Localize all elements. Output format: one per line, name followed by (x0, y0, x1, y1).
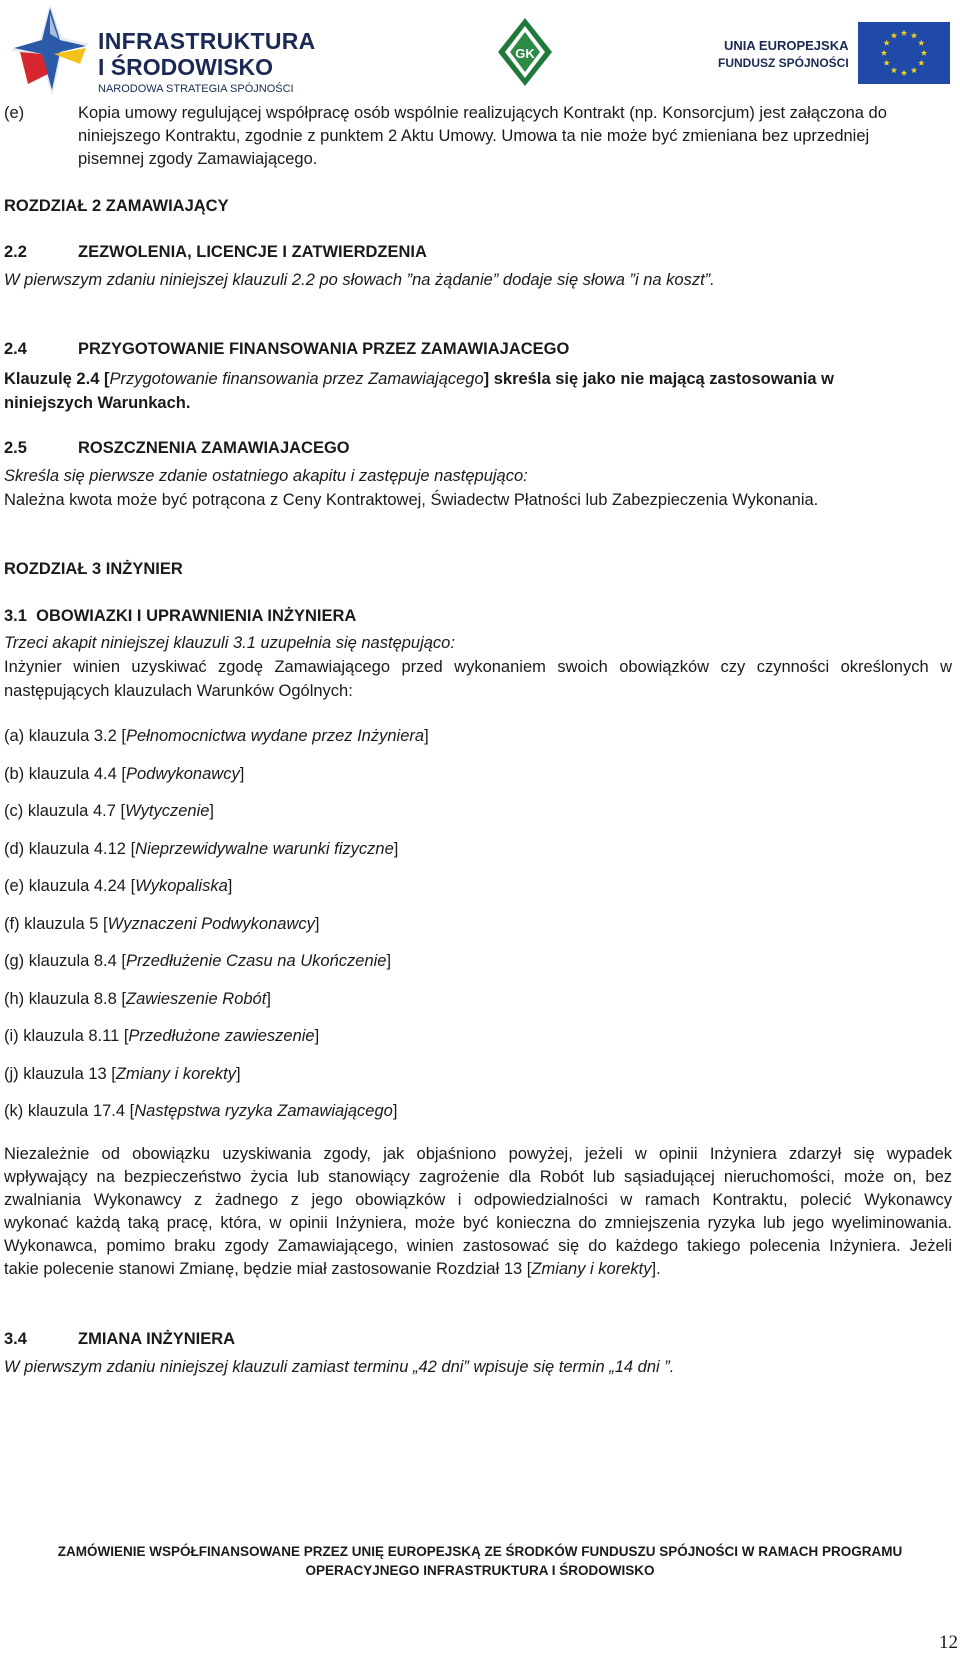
section-2-4-text-a: Klauzulę 2.4 [ (4, 370, 110, 388)
section-2-4-heading (4, 337, 952, 361)
clause-list-item (4, 874, 952, 898)
clause-reference: (f) klauzula 5 [ (4, 914, 108, 933)
clause-title: Zmiany i korekty (115, 1064, 236, 1083)
infrastruktura-srodowisko-logo (10, 4, 330, 96)
section-2-4-number: 2.4 (4, 340, 27, 358)
clause-reference: (d) klauzula 4.12 [ (4, 839, 136, 858)
paragraph-line: zwalniania Wykonawcy z żadnego z jego obowiązków i odpowiedzialności w ramach Kontraktu, polecić Wykonawcy (4, 1191, 952, 1209)
section-3-1-text-2: następujących klauzulach Warunków Ogólnych: (4, 682, 353, 700)
page-number: 12 (939, 1632, 958, 1653)
clause-list-item (4, 762, 952, 786)
section-3-1-heading (4, 604, 952, 628)
clause-list-item (4, 912, 952, 936)
section-3-1-text-1: Inżynier winien uzyskiwać zgodę Zamawiającego przed wykonaniem swoich obowiązków czy czynności określonych w (4, 658, 952, 676)
paragraph-line: Wykonawca, pomimo braku zgody Zamawiającego, winien zastosować się do każdego takiego polecenia Inżyniera. Jeżeli (4, 1237, 952, 1255)
section-3-4-text: W pierwszym zdaniu niniejszej klauzuli zamiast terminu „42 dni” wpisuje się termin „14 dni ”. (4, 1358, 675, 1376)
section-3-1-title: OBOWIAZKI I UPRAWNIENIA INŻYNIERA (36, 607, 357, 625)
section-3-1-intro: Trzeci akapit niniejszej klauzuli 3.1 uzupełnia się następująco: (4, 634, 455, 652)
clause-reference: (g) klauzula 8.4 [ (4, 952, 126, 970)
item-e-text-2: niniejszego Kontraktu, zgodnie z punktem 2 Aktu Umowy. Umowa ta nie może być zmieniana bez uprzedniej (78, 127, 870, 145)
eu-flag-icon (858, 22, 950, 84)
section-2-5-text-1: Skreśla się pierwsze zdanie ostatniego akapitu i zastępuje następująco: (4, 467, 528, 485)
clause-bracket: ] (236, 1064, 241, 1083)
section-2-2-number: 2.2 (4, 243, 27, 261)
paragraph-last-italic: Zmiany i korekty (531, 1260, 652, 1278)
item-e-text-3: pisemnej zgody Zamawiającego. (78, 150, 318, 168)
clause-list-item (4, 1099, 952, 1123)
clause-bracket: ] (386, 952, 392, 970)
clause-bracket: ] (227, 877, 233, 895)
clause-bracket: ] (266, 989, 271, 1008)
eu-cohesion-fund-logo (718, 22, 950, 84)
clause-bracket: ] (314, 1027, 320, 1045)
clause-bracket: ] (314, 914, 320, 933)
paragraph-line: Niezależnie od obowiązku uzyskiwania zgody, jak objaśniono powyżej, jeżeli w opinii Inżyniera zdarzył się wypadek (4, 1145, 952, 1163)
clause-list-item (4, 987, 952, 1011)
clause-list-item (4, 1024, 952, 1048)
clause-reference: (h) klauzula 8.8 [ (4, 989, 126, 1008)
paragraph-last-text: takie polecenie stanowi Zmianę, będzie miał zastosowanie Rozdział 13 [ (4, 1260, 532, 1278)
section-2-2-heading (4, 240, 952, 264)
section-2-4-text-c: ] skreśla się jako nie mającą zastosowania w (483, 370, 834, 388)
clause-reference: (i) klauzula 8.11 [ (4, 1027, 129, 1045)
clause-title: Następstwa ryzyka Zamawiającego (134, 1102, 393, 1120)
section-3-4-number: 3.4 (4, 1330, 27, 1348)
clause-bracket: ] (393, 839, 399, 858)
logo-title-line-1: INFRASTRUKTURA (98, 28, 316, 54)
clause-bracket: ] (239, 764, 245, 783)
item-e-text-1: Kopia umowy regulującej współpracę osób wspólnie realizujących Kontrakt (np. Konsorcjum) jest załączona do (78, 104, 887, 122)
chapter-3-heading: ROZDZIAŁ 3 INŻYNIER (4, 560, 183, 578)
clause-title: Przedłużone zawieszenie (128, 1027, 315, 1045)
clause-bracket: ] (424, 727, 429, 745)
clause-reference: (k) klauzula 17.4 [ (4, 1102, 135, 1120)
chapter-2-heading: ROZDZIAŁ 2 ZAMAWIAJĄCY (4, 197, 229, 215)
clause-title: Podwykonawcy (125, 764, 240, 783)
section-2-5-number: 2.5 (4, 439, 27, 457)
section-3-4-title: ZMIANA INŻYNIERA (78, 1330, 236, 1348)
clause-list-item (4, 724, 952, 748)
clause-title: Pełnomocnictwa wydane przez Inżyniera (125, 727, 425, 745)
section-2-5-text-2: Należna kwota może być potrącona z Ceny Kontraktowej, Świadectw Płatności lub Zabezpieczenia Wykonania. (4, 491, 819, 509)
clause-reference: (a) klauzula 3.2 [ (4, 727, 126, 745)
gk-letters: GK (515, 46, 535, 61)
section-3-4-heading (4, 1327, 952, 1351)
section-2-4-text-2: niniejszych Warunkach. (4, 394, 191, 412)
clause-title: Wytyczenie (125, 802, 210, 820)
paragraph-line: wykonać każdą taką pracę, która, w opinii Inżyniera, może być konieczna do zmniejszenia ryzyka lub jego wyeliminowania. (4, 1214, 952, 1232)
item-e-line-1 (4, 101, 952, 125)
clause-list-item (4, 1062, 952, 1086)
section-3-1-number: 3.1 (4, 607, 27, 625)
section-2-2-title: ZEZWOLENIA, LICENCJE I ZATWIERDZENIA (78, 243, 427, 261)
section-2-5-title: ROSZCZNENIA ZAMAWIAJACEGO (78, 439, 350, 457)
clause-bracket: ] (209, 802, 215, 820)
star-emblem-icon (10, 4, 90, 96)
clause-list-item (4, 837, 952, 861)
eu-logo-line-2: FUNDUSZ SPÓJNOŚCI (718, 56, 849, 70)
logo-title-line-2: I ŚRODOWISKO (98, 54, 274, 80)
gk-emblem-logo (498, 18, 552, 86)
logo-subtitle: NARODOWA STRATEGIA SPÓJNOŚCI (98, 83, 294, 95)
clause-reference: (b) klauzula 4.4 [ (4, 764, 126, 783)
item-e-label: (e) (4, 104, 25, 122)
clause-title: Zawieszenie Robót (125, 989, 267, 1008)
clause-list-item (4, 799, 952, 823)
clause-title: Nieprzewidywalne warunki fizyczne (135, 839, 394, 858)
clause-title: Wyznaczeni Podwykonawcy (107, 914, 315, 933)
clause-reference: (e) klauzula 4.24 [ (4, 877, 136, 895)
section-2-5-heading (4, 436, 952, 460)
clause-reference: (c) klauzula 4.7 [ (4, 802, 126, 820)
paragraph-line: wpływający na bezpieczeństwo życia lub stanowiący zagrożenie dla Robót lub sąsiadującej nieruchomości, może on, bez (4, 1168, 952, 1186)
clause-reference: (j) klauzula 13 [ (4, 1064, 116, 1083)
section-2-4-text-1 (4, 367, 952, 391)
section-2-2-text: W pierwszym zdaniu niniejszej klauzuli 2.2 po słowach ”na żądanie” dodaje się słowa ”i na koszt”. (4, 271, 715, 289)
footer-line-2: OPERACYJNEGO INFRASTRUKTURA I ŚRODOWISKO (305, 1563, 655, 1578)
footer-line-1: ZAMÓWIENIE WSPÓŁFINANSOWANE PRZEZ UNIĘ EUROPEJSKĄ ZE ŚRODKÓW FUNDUSZU SPÓJNOŚCI W RAMACH PROGRAMU (57, 1544, 903, 1559)
clause-bracket: ] (392, 1102, 398, 1120)
section-2-4-clause-title: Przygotowanie finansowania przez Zamawiającego (109, 370, 484, 388)
paragraph-last-end: ]. (651, 1260, 661, 1278)
clause-list-item (4, 949, 952, 973)
clause-title: Wykopaliska (135, 877, 228, 895)
page-header (0, 0, 960, 100)
clause-title: Przedłużenie Czasu na Ukończenie (125, 952, 387, 970)
section-3-1-paragraph-last-line (4, 1257, 952, 1281)
diamond-emblem-icon (498, 18, 552, 86)
eu-logo-line-1: UNIA EUROPEJSKA (724, 38, 849, 53)
section-2-4-title: PRZYGOTOWANIE FINANSOWANIA PRZEZ ZAMAWIAJACEGO (78, 340, 570, 358)
